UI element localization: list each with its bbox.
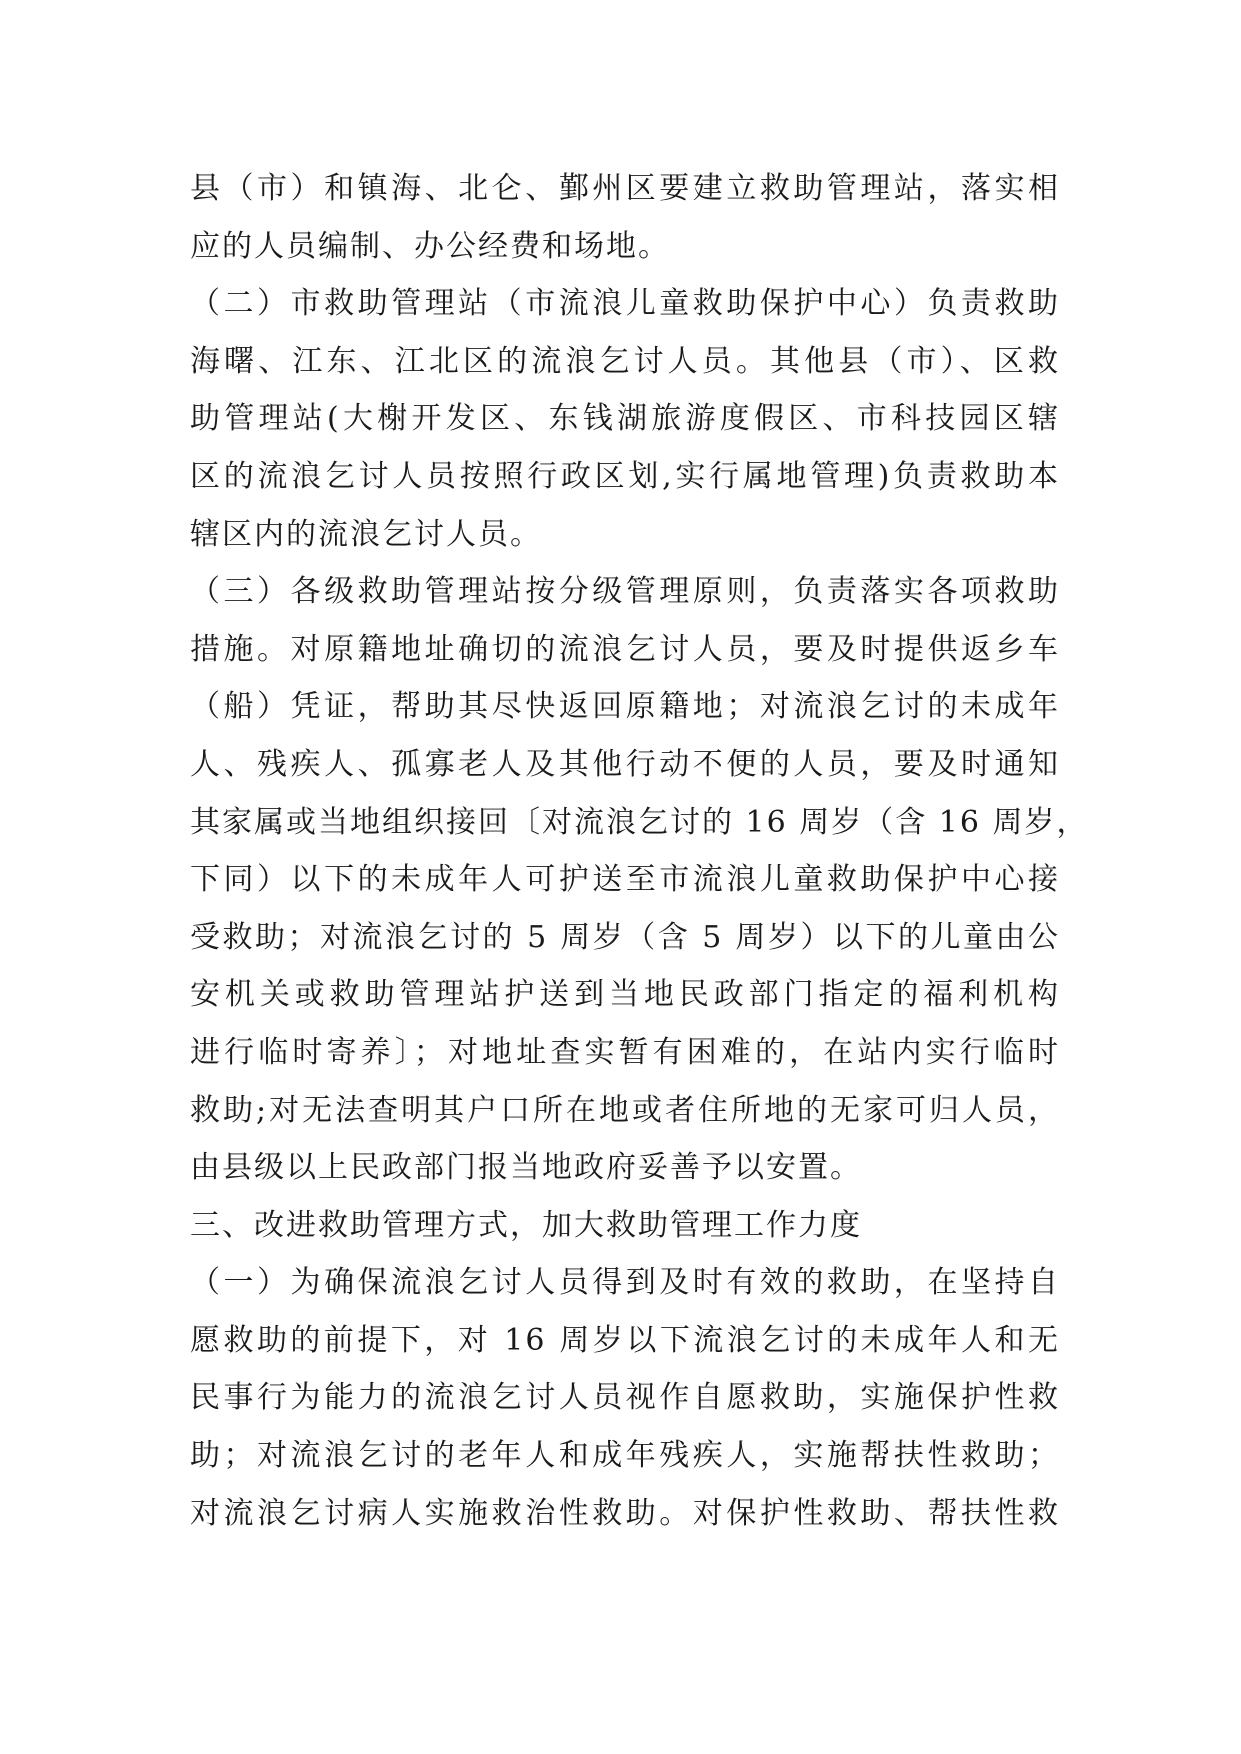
text-line: 措施。对原籍地址确切的流浪乞讨人员，要及时提供返乡车 (190, 631, 1060, 667)
text-line: 下同）以下的未成年人可护送至市流浪儿童救助保护中心接 (190, 862, 1060, 898)
text-line: 辖区内的流浪乞讨人员。 (190, 516, 542, 552)
text-line: 受救助；对流浪乞讨的 5 周岁（含 5 周岁）以下的儿童由公 (190, 919, 1060, 955)
text-line: 救助;对无法查明其户口所在地或者住所地的无家可归人员， (190, 1092, 1060, 1128)
text-line: 由县级以上民政部门报当地政府妥善予以安置。 (190, 1150, 862, 1186)
text-line: 愿救助的前提下，对 16 周岁以下流浪乞讨的未成年人和无 (190, 1322, 1060, 1358)
text-line: 安机关或救助管理站护送到当地民政部门指定的福利机构 (190, 977, 1060, 1013)
text-line: （船）凭证，帮助其尽快返回原籍地；对流浪乞讨的未成年 (190, 689, 1060, 725)
section-heading: 三、改进救助管理方式，加大救助管理工作力度 (190, 1207, 862, 1243)
body-text (190, 160, 1089, 1542)
text-line: 人、残疾人、孤寡老人及其他行动不便的人员，要及时通知 (190, 746, 1060, 782)
text-line: 进行临时寄养〕；对地址查实暂有困难的，在站内实行临时 (190, 1034, 1060, 1070)
text-line: 县（市）和镇海、北仑、鄞州区要建立救助管理站，落实相 (190, 171, 1060, 206)
text-line: （一）为确保流浪乞讨人员得到及时有效的救助，在坚持自 (190, 1265, 1060, 1301)
text-line: 对流浪乞讨病人实施救治性救助。对保护性救助、帮扶性救 (190, 1495, 1060, 1531)
text-line: （二）市救助管理站（市流浪儿童救助保护中心）负责救助 (190, 286, 1060, 322)
text-line: （三）各级救助管理站按分级管理原则，负责落实各项救助 (190, 574, 1060, 610)
text-line: 助管理站(大榭开发区、东钱湖旅游度假区、市科技园区辖 (190, 401, 1060, 437)
text-line: 应的人员编制、办公经费和场地。 (190, 228, 670, 264)
text-line: 区的流浪乞讨人员按照行政区划,实行属地管理)负责救助本 (190, 458, 1060, 494)
text-line: 民事行为能力的流浪乞讨人员视作自愿救助，实施保护性救 (190, 1380, 1060, 1416)
text-line: 助；对流浪乞讨的老年人和成年残疾人，实施帮扶性救助； (190, 1438, 1060, 1474)
text-line: 海曙、江东、江北区的流浪乞讨人员。其他县（市）、区救 (190, 343, 1060, 379)
text-line: 其家属或当地组织接回〔对流浪乞讨的 16 周岁（含 16 周岁， (190, 804, 1089, 840)
